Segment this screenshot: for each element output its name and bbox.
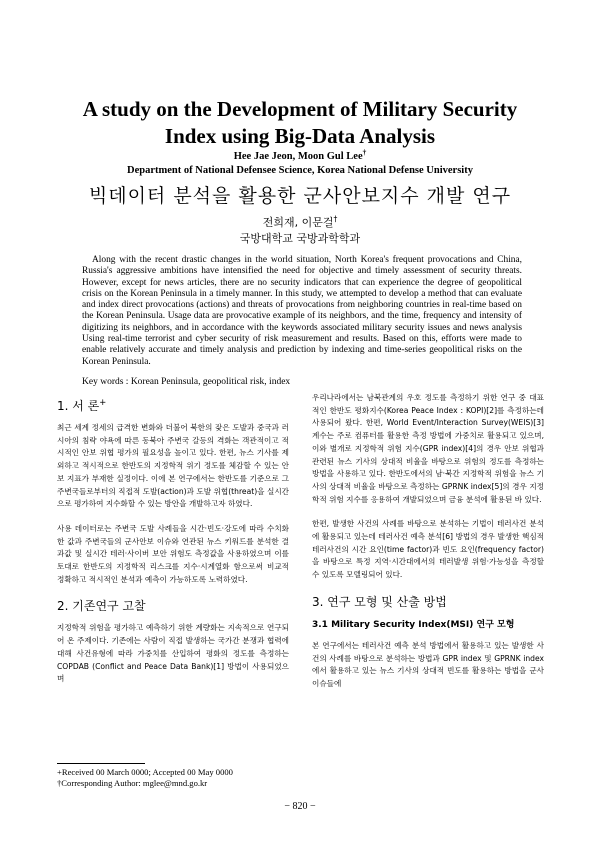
section-2-paragraph-3: 한편, 발생한 사건의 사례를 바탕으로 분석하는 기법이 테러사건 분석에 활용되고 있는데 테러사건 예측 분석[6] 방법의 경우 발생한 핵심적 테러사건의 시간 요인(time factor)과 빈도 요인(frequency factor)을 바탕으로 특정 지역·시간대에서의 테러발생 위험·가능성을 측정할 수 있도록 모델링되어 있다. (312, 519, 544, 580)
authors-ko-names: 전희재, 이문걸 (262, 216, 334, 229)
right-column (312, 392, 544, 691)
authors-ko (20, 216, 580, 230)
section-1-heading (57, 398, 289, 414)
paper-title-ko: 빅데이터 분석을 활용한 군사안보지수 개발 연구 (88, 185, 512, 207)
section-1-paragraph-2: 사용 데이터로는 주변국 도발 사례들을 시간·빈도·강도에 따라 수치화한 값과 주변국들의 군사안보 이슈와 연관된 뉴스 키워드를 분석한 결과값 및 실시간 테러·사이버 보안 위험도 측정값을 사용하였으며 이를 토대로 한반도의 지정학적 리스크를 지수·시계열화 함으로써 비교적 정확하고 적시적인 분석과 예측이 가능하도록 노력하였다. (57, 523, 289, 584)
footnote-corresponding-author: †Corresponding Author: mglee@mnd.go.kr (57, 778, 208, 788)
department-ko: 국방대학교 국방과학학과 (239, 232, 361, 245)
paper-title-en-line1: A study on the Development of Military Security (82, 97, 518, 121)
section-1-heading-text: 1. 서 론 (57, 399, 100, 413)
footnote-divider (57, 763, 145, 764)
section-1-paragraph-1: 최근 세계 정세의 급격한 변화와 더불어 북한의 잦은 도발과 중국과 러시아의 침략 야욕에 따른 동북아 주변국 갈등의 격화는 객관적이고 적시적인 안보 위협 평가의 필요성을 높이고 있다. 한편, 뉴스 기사를 제외하고 적시적으로 한반도의 지정학적 위기 정도를 체감할 수 있는 안보 지표가 부재한 실정이다. 이에 본 연구에서는 한반도를 기준으로 그 주변국들로부터의 직접적 도발(action)과 도발 위협(threat)을 실시간으로 평가하여 지수화할 수 있는 방안을 개발하고자 하였다. (57, 423, 289, 509)
corresponding-author-mark: † (362, 147, 367, 157)
page-number: − 820 − (284, 801, 316, 812)
keywords: Key words : Korean Peninsula, geopolitical risk, index (82, 377, 291, 387)
section-3-1-heading: 3.1 Military Security Index(MSI) 연구 모형 (312, 619, 515, 630)
footnotes (57, 767, 297, 789)
department-en: Department of National Defensee Science, Korea National Defense University (127, 165, 473, 176)
abstract: Along with the recent drastic changes in the world situation, North Korea's frequent provocations and China, Russia's aggressive ambitions have intensified the need for objective and timely assessment of security threats. However, except for news articles, there are no security indicators that can experience the degree of geopolitical crisis on the Korean Peninsula in a timely manner. In this study, we attempted to develop a method that can evaluate and index direct provocations (actions) and threats of provocations from neighboring countries in real-time based on the Korean Peninsula. Usage data are provocative example of its neighbors, and the time, frequency and intensity of digitizing its neighbors, and in accordance with the keywords associated military security issues and news analysis Using real-time terrorist and cyber security of risk measurement and results. Based on this, efforts were made to enable relatively accurate and timely analysis and prediction by indexing and time-series geopolitical risks on the Korean Peninsula. (82, 255, 522, 367)
paper-title-en (40, 96, 560, 150)
section-2-paragraph-1: 지정학적 위험을 평가하고 예측하기 위한 계량화는 지속적으로 연구되어 온 주제이다. 기존에는 사람이 직접 발생하는 국가간 분쟁과 협력에 대해 사건유형에 따라 가중치를 산입하여 평화의 정도를 측정하는 COPDAB (Conflict and Peace Data Bank)[1] 방법이 사용되었으며 (57, 623, 289, 684)
paper-title-en-line2: Index using Big-Data Analysis (164, 124, 436, 148)
section-3-1-paragraph-1: 본 연구에서는 테러사건 예측 분석 방법에서 활용하고 있는 발생한 사건의 사례를 바탕으로 분석하는 방법과 GPR index 및 GPRNK index에서 활용하고 있는 뉴스 기사의 상대적 빈도를 활용하는 방법을 군사 이슈들에 (312, 640, 544, 688)
authors-en (20, 147, 580, 163)
corresponding-author-mark-ko: † (333, 214, 338, 224)
left-column (57, 398, 289, 686)
section-2-paragraph-2: 우리나라에서는 남북관계의 우호 정도를 측정하기 위한 연구 중 대표적인 한반도 평화지수(Korea Peace Index : KOPI)[2]를 측정하는데 사용되어 왔다. 한편, World Event/Interaction Survey(WEIS)[3] 계수는 주로 컴퓨터를 활용한 측정 방법에 가중치로 활용되고 있으며, 이와 별개로 지정학적 위험 지수(GPR index)[4]의 경우 안보 위협과 관련된 뉴스 기사의 상대적 비율을 바탕으로 위험의 정도를 측정하는 방법을 사용하고 있다. 한반도에서의 남·북간 지정학적 위험을 뉴스 기사의 상대적 비율을 바탕으로 측정하는 GPRNK index[5]의 경우 지정학적 위험 지수를 응용하여 개발되었으며 금융 분석에 활용된 바 있다. (312, 393, 544, 504)
footnote-received: +Received 00 March 0000; Accepted 00 May 0000 (57, 767, 233, 777)
section-2-heading: 2. 기존연구 고찰 (57, 599, 146, 614)
received-mark: + (99, 397, 107, 407)
section-3-heading: 3. 연구 모형 및 산출 방법 (312, 594, 447, 609)
authors-en-names: Hee Jae Jeon, Moon Gul Lee (233, 151, 363, 162)
